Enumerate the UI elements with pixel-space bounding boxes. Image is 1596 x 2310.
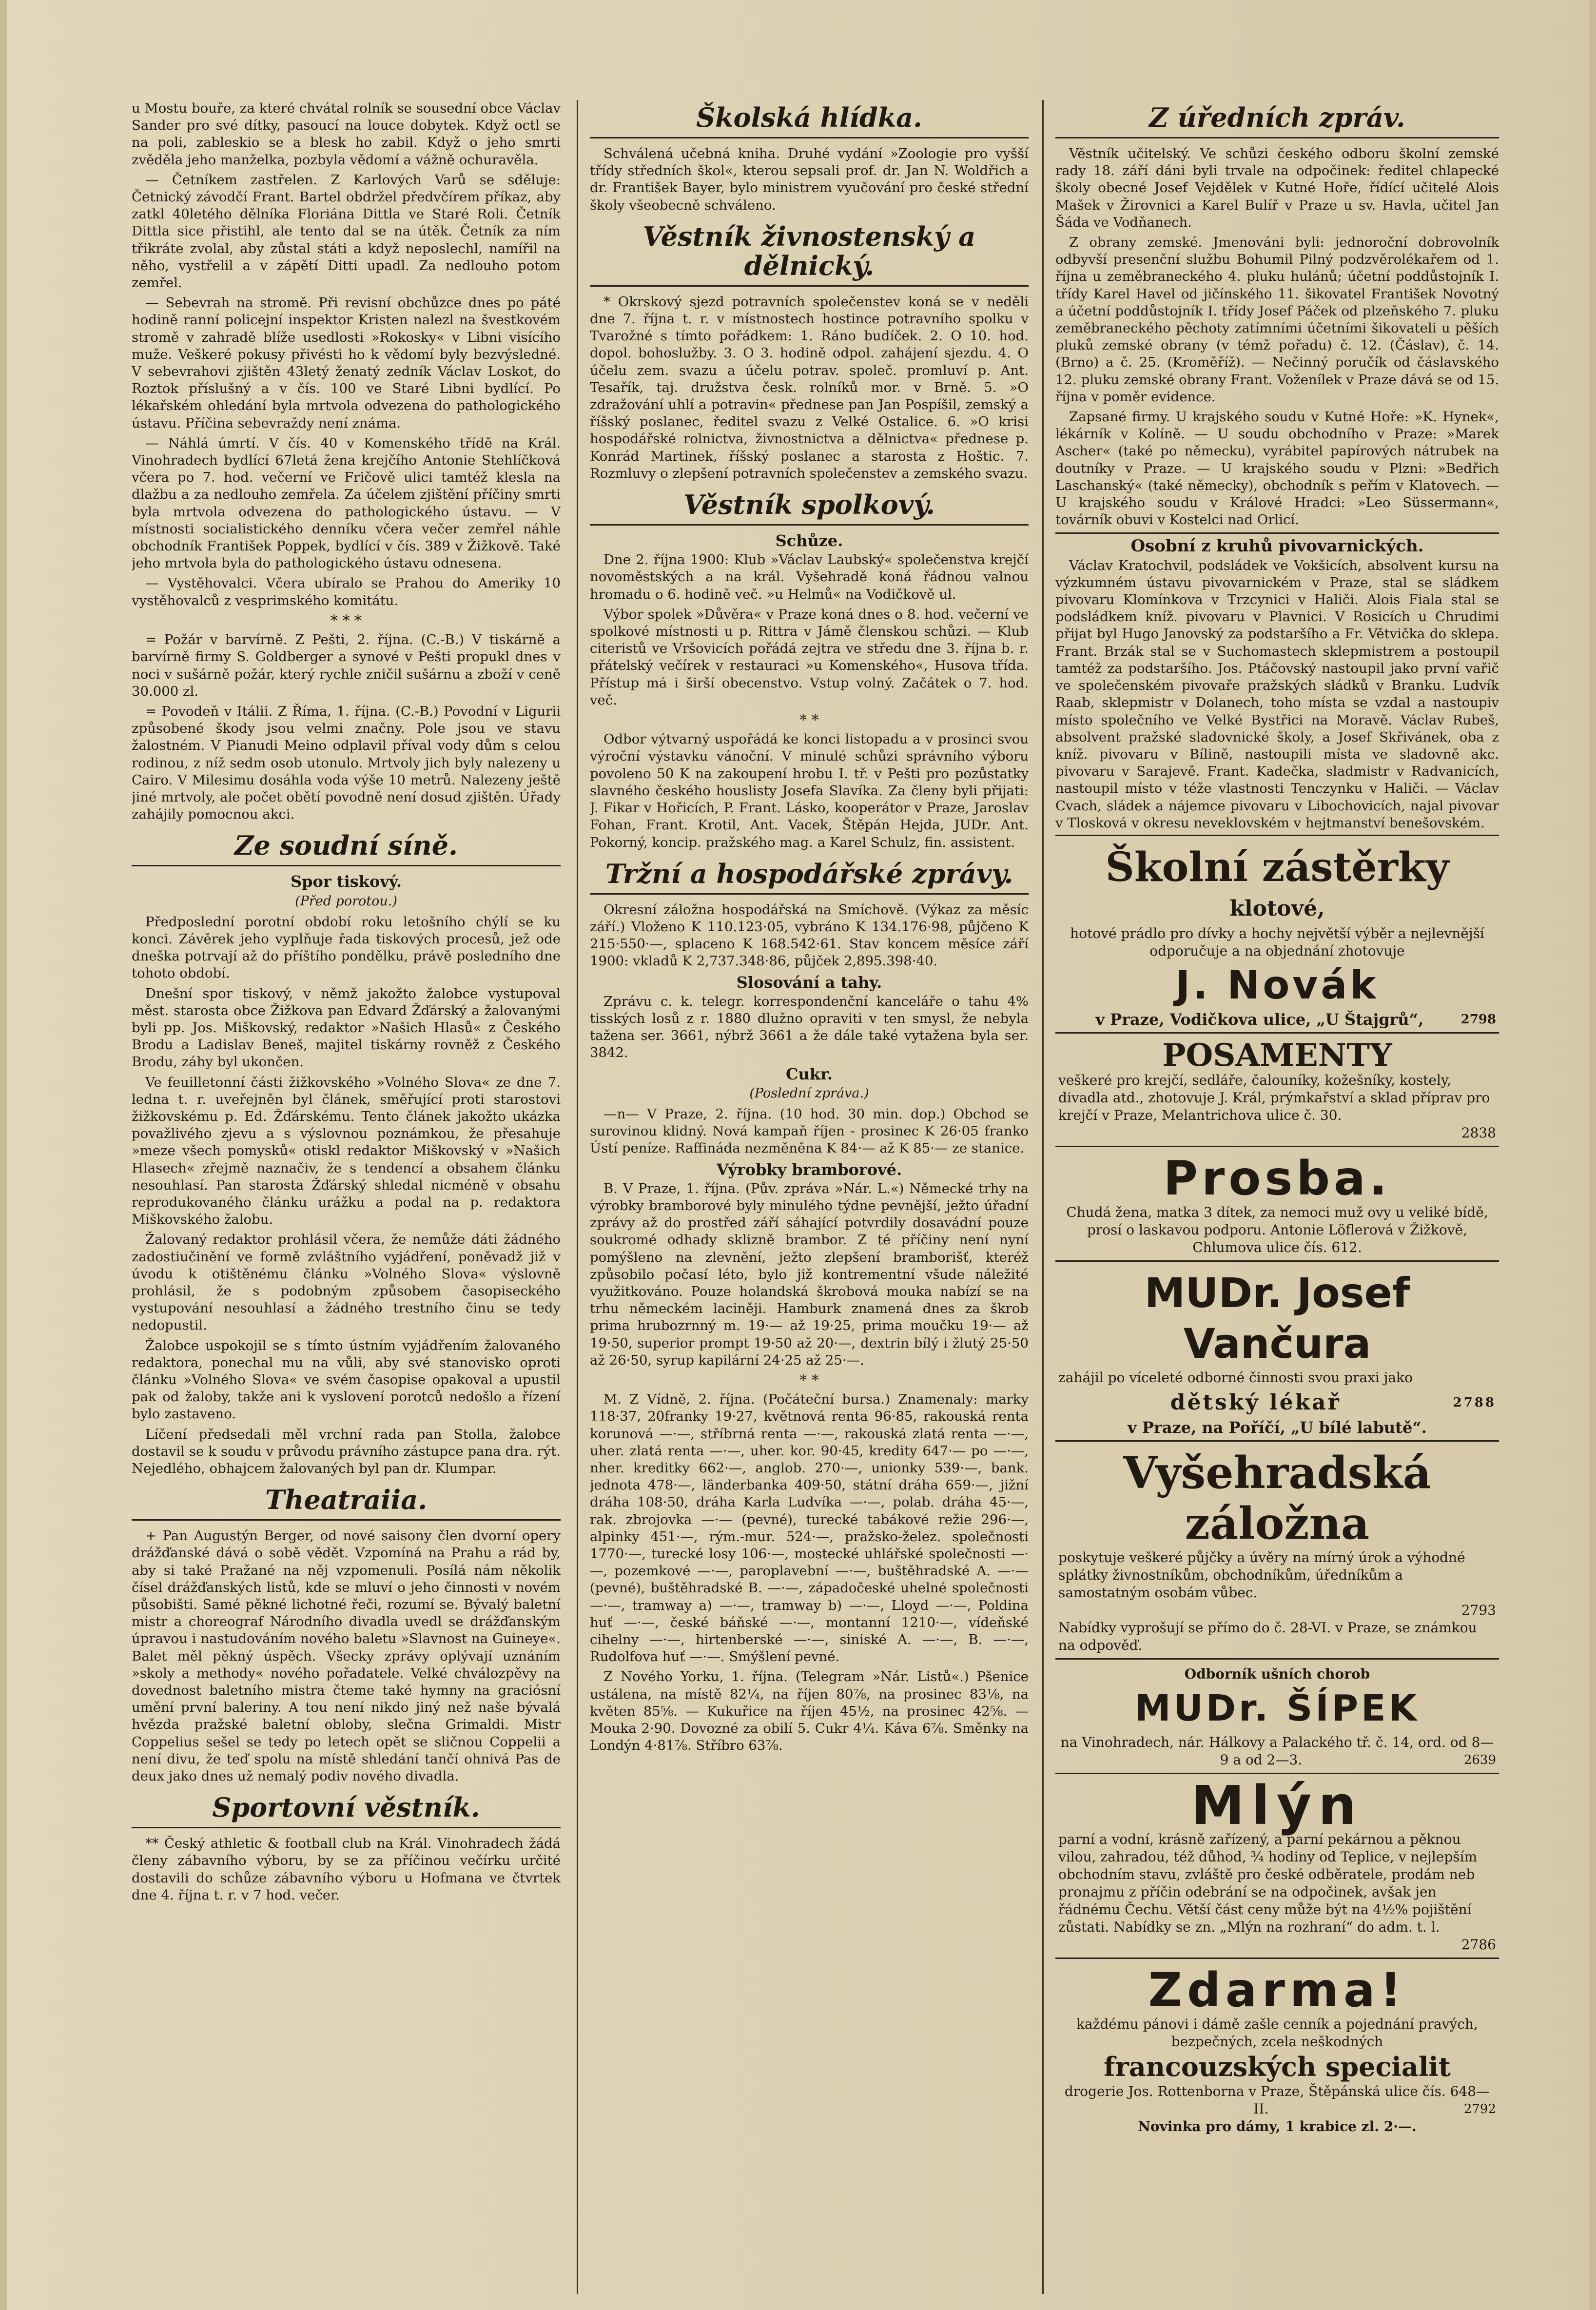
article-text: Předposlední porotní období roku letošního chýlí se ku konci. Závěrek jeho vyplňuje řada tiskových procesů, jež ode dneška potrvají až do příštího pondělku, právě posledního dne tohoto období. — [132, 914, 561, 981]
ad-number: 2786 — [1461, 1936, 1496, 1953]
ad-text: poskytuje veškeré půjčky a úvěry na mírný úrok a výhodné splátky živnostníkům, obchodníkům, úředníkům a samostatným osobám vůbec. — [1058, 1549, 1465, 1601]
page-edge-right — [1589, 0, 1596, 2310]
ad-title: Prosba. — [1163, 1151, 1391, 1206]
article-title: Cukr. — [786, 1064, 833, 1083]
ad-title: MUDr. ŠÍPEK — [1135, 1687, 1420, 1729]
advert-mlyn — [1055, 1773, 1499, 1958]
advert-posamenty — [1055, 1032, 1499, 1146]
article-text: M. Z Vídně, 2. října. (Počáteční bursa.) Znamenaly: marky 118·37, 20franky 19·27, květnová renta 96·85, rakouská renta korunová —·—, stříbrná renta —·—, rakouská zlatá renta —·—, uher. zlatá renta —·—, uher. kor. 90·45, kredity 647·— po —·—, nher. kreditky 662·—, anglob. 270·—, unionky 539·—, bank. jednota 478·—, länderbanka 409·50, státní dráha 659·—, jižní dráha 108·50, dráha Karla Ludvíka —·—, polab. dráha 45·—, rak. zbrojovka —·— (pevné), turecké tabákové režie 296·—, alpinky 451·—, rým.-mur. 524·—, pražsko-želez. společnosti 1770·—, turecké losy 106·—, mostecké uhlářské společnosti —·—, pozemkové —·—, paroplavební —·—, buštěhradské A. —·— (pevné), buštěhradské B. —·—, západočeské uhelné společnosti —·—, tramway a) —·—, tramway b) —·—, Lloyd —·—, Poldina huť —·—, české báňské —·—, montanní 1210·—, vídeňské cihelny —·—, hirtenberské —·—, siniské A. —·—, B. —·—, Rudolfova huť —·—. Smýšlení pevné. — [590, 1391, 1029, 1665]
column-rule — [1042, 100, 1044, 2294]
ad-highlight: francouzských specialit — [1104, 2051, 1451, 2082]
article-text: Okresní záložna hospodářská na Smíchově. (Výkaz za měsíc září.) Vloženo K 110.123·05, vybráno K 134.176·98, půjčeno K 215·550·—, splaceno K 168.542·61. Stav koncem měsíce září 1900: vkladů K 2,737.348·86, půjček 2,895.398·40. — [590, 901, 1029, 969]
article-text: —n— V Praze, 2. října. (10 hod. 30 min. dop.) Obchod se surovinou klidný. Nová kampaň říjen - prosinec K 26·05 franko Ústí peníze. Raffináda nezměněna K 84·— až K 85·— ze stanice. — [590, 1106, 1029, 1156]
section-heading: Věstník spolkový. — [590, 487, 1029, 526]
article-text: * Okrskový sjezd potravních společenstev koná se v neděli dne 7. října t. r. v místnostech hostince potravního spolku v Tvarožné s tímto pořádkem: 1. Ráno budíček. 2. O 10. hod. dopol. bohoslužby. 3. O 3. hodině odpol. zahájení sjezdu. 4. O účelu zem. svazu a účelu potrav. společ. promluví p. Ant. Tesařík, taj. družstva česk. rolníků mor. v Brně. 5. »O zdražování uhlí a potravin« přednese pan Jan Pospíšil, zemský a říšský poslanec, ředitel svazu z Velké Ostalice. 6. »O krisi hospodářské rolnictva, živnostnictva a dělnictva« přednese p. Konrád Martinek, říšský poslanec a starosta z Hoštic. 7. Rozmluvy o zlepšení potravních společenstev a zemského svazu. — [590, 294, 1029, 481]
section-heading: Věstník živnostenský a dělnický. — [590, 219, 1029, 287]
article-text: — Náhlá úmrtí. V čís. 40 v Komenského třídě na Král. Vinohradech bydlící 67letá žena krejčího Antonie Stehlíčková včera po 7. hod. večerní ve Fričově ulici tamtéž klesla na dlažbu a za nedlouho zemřela. Za účelem zjištění příčiny smrti byla mrtvola odvezena do pathologického ústavu. — V místnosti socialistického denníku včera večer zemřel náhle obchodník František Poppek, bydlící v čís. 389 v Žižkově. Také jeho mrtvola byla do pathologického ústavu odnesena. — [132, 435, 561, 571]
advert-prosba — [1055, 1146, 1499, 1260]
article-text: B. V Praze, 1. října. (Pův. zpráva »Nár. L.«) Německé trhy na výrobky bramborové byly minulého týdne pevnější, ježto úřadní zprávy až do prostřed září sáhající potvrdily dosavádní pouze soukromé odhady sklizně brambor. Z té příčiny není nyní pomýšleno na zlevnění, ježto zlepšení bramborišť, kteréž způsobilo počasí léto, bylo již kontrementní všude náležité využitkováno. Pouze holandská škrobová mouka nabízí se na trhu německém laciněji. Hamburk znamená dnes za škrob prima hrubozrnný m. 19·— až 19·25, prima moučku 19·— až 19·50, superior prompt 19·50 až 20·—, dextrin bílý i žlutý 25·50 až 26·50, syrup kapilární 24·25 až 25·—. — [590, 1180, 1029, 1368]
article-text: Žalovaný redaktor prohlásil včera, že nemůže dáti žádného zadostiučinění ve formě zvláštního vyjádření, poněvadž již v úvodu k otištěnému článku »Volného Slova« výslovně prohlásil, že s podobným způsobem časopiseckého vystupování nesouhlasí a žádného trestního činu se tedy nedopustil. — [132, 1232, 561, 1333]
article-text: Ve feuilletonní části žižkovského »Volného Slova« ze dne 7. ledna t. r. uveřejněn byl článek, směřující proti starostovi žižkovskému p. Ed. Žďárskému. Tento článek jakožto ukázka považlivého zjevu a s výslovnou poznámkou, že přesahuje »meze všech pomysků« otiskl redaktor Miškovský v »Našich Hlasech« zřejmě naznačiv, že s tendencí a obsahem článku nesouhlasí. Pan starosta Žďárský shledal nicméně v obsahu reprodukovaného článku urážku a podal na p. redaktora Miškovského žalobu. — [132, 1074, 561, 1228]
ad-subtitle: klotové, — [1229, 896, 1325, 921]
article-text: Zapsané firmy. U krajského soudu v Kutné Hoře: »K. Hynek«, lékárník v Kolíně. — U soudu obchodního v Praze: »Marek Ascher« (také po německu), vyrábitel papírových nátrubek na doutníky v Praze. — U krajského soudu v Plzni: »Bedřich Laschanský« (také německy), obchodník s peřím v Klatovech. — U krajského soudu v Králové Hradci: »Leo Süssermann«, továrník obuvi v Kostelci nad Orlicí. — [1055, 409, 1499, 528]
article-text: Věstník učitelský. Ve schůzi českého odboru školní zemské rady 18. září dáni byli trvale na odpočinek: ředitel chlapecké školy obecné Josef Vejdělek v Kutné Hoře, řídící učitelé Alois Mašek v Žirovnici a Karel Bulíř v Praze u sv. Havla, učitel Jan Šáda ve Vodňanech. — [1055, 146, 1499, 230]
article-text: Z obrany zemské. Jmenováni byli: jednoroční dobrovolník odbyvší presenční službu Bohumil Pilný podzvěrolékařem od 1. října u zeměbraneckého 4. pluku hulánů; účetní poddůstojník I. třídy Karel Havel od jičínského 11. šikovatel František Novotný a účetní poddůstojník I. třídy Josef Páček od plzeňského 7. pluku zeměbraneckého pěchoty zatímními účetními šikovateli u pěších pluků zemské obrany (v témž pořadu) č. 12. (Čáslav), č. 14. (Brno) a č. 25. (Kroměříž). — Nečinný poručík od čáslavského 12. pluku zemské obrany Frant. Voženílek v Praze dává se od 15. října v poměr evidence. — [1055, 235, 1499, 405]
advert-skolni-zasterky — [1055, 835, 1499, 1032]
article-text: Z Nového Yorku, 1. října. (Telegram »Nár. Listů«.) Pšenice ustálena, na místě 82¼, na říjen 80⅞, na prosinec 83⅛, na květen 85⅝. — Kukuřice na říjen 45½, na prosinec 42⅝. — Mouka 2·90. Dovozné za obilí 5. Cukr 4¼. Káva 6⅞. Směnky na Londýn 4·81⅞. Stříbro 63⅞. — [590, 1669, 1029, 1754]
ad-text: Chudá žena, matka 3 dítek, za nemoci muž ovy u veliké bídě, prosí o laskavou podporu. Antonie Löflerová v Žižkově, Chlumova ulice čís. 612. — [1066, 1204, 1488, 1255]
column-2 — [590, 100, 1029, 2294]
article-text: Dne 2. října 1900: Klub »Václav Laubský« společenstva krejčí novoměstských a na král. Vyšehradě koná řádnou valnou hromadu o 6. hodině več. »u Helmů« na Vodičkově ul. — [590, 552, 1029, 602]
article-subtitle: (Před porotou.) — [295, 893, 397, 909]
article-title: Schůze. — [775, 531, 843, 550]
ad-number: 2788 — [1453, 1395, 1496, 1410]
ad-title: MUDr. Josef Vančura — [1144, 1269, 1410, 1368]
ad-address: v Praze, na Poříčí, „U bílé labutě“. — [1128, 1418, 1427, 1437]
separator-stars: * * — [799, 1371, 819, 1389]
ad-text: Novinka pro dámy, 1 krabice zl. 2·—. — [1138, 2118, 1417, 2134]
ad-title: Vyšehradská záložna — [1123, 1447, 1431, 1549]
article-text: = Povodeň v Itálii. Z Říma, 1. října. (C.-B.) Povodní v Ligurii způsobené škody jsou velmi značny. Pole jsou ve stavu žalostném. V Pianudi Meino odplavil příval vody dům s celou rodinou, z níž sedm osob utonulo. Mrtvoly jich byly nalezeny u Cairo. V Milesimu dosáhla voda výše 10 metrů. Nalezeny ještě jiné mrtvoly, ale počet obětí povodně není dosud zjištěn. Úřady zahájily pomocnou akci. — [132, 703, 561, 822]
article-text: — Sebevrah na stromě. Při revisní obchůzce dnes po páté hodině ranní policejní inspektor Kristen nalezl na švestkovém stromě v zahradě blíže usedlosti »Rokosky« v Libni visícího muže. Veškeré pokusy přivésti ho k vědomí byly bezvýsledné. V sebevrahovi zjištěn 43letý ženatý zedník Václav Loskot, do Roztok příslušný a v čís. 100 ve Staré Libni bydlící. Po lékařském ohledání byla mrtvola odvezena do pathologického ústavu. Příčina sebevraždy není známa. — [132, 295, 561, 431]
ad-text: drogerie Jos. Rottenborna v Praze, Štěpánská ulice čís. 648—II. 2792 — [1064, 2083, 1496, 2117]
section-heading: Ze soudní síně. — [132, 828, 561, 866]
section-heading: Tržní a hospodářské zprávy. — [590, 856, 1029, 895]
ad-number: 2793 — [1461, 1602, 1496, 1618]
ad-title: POSAMENTY — [1162, 1037, 1392, 1074]
section-heading: Sportovní věstník. — [132, 1790, 561, 1828]
advert-vysehradska-zalozna — [1055, 1440, 1499, 1658]
page-edge-left — [0, 0, 7, 2310]
section-heading: Theatraiia. — [132, 1482, 561, 1521]
article-text: + Pan Augustýn Berger, od nové saisony člen dvorní opery drážďanské dává o sobě vědět. Vzpomíná na Prahu a rád by, aby si také Pražané na něj vzpomenuli. Posílá nám několik čísel drážďanských listů, kde se mluví o jeho činnosti v novém působišti. Samé pěkné lichotné řeči, rozumí se. Bývalý baletní mistr a choreograf Národního divadla uvedl se drážďanským úpravou i nastudováním nového baletu »Slavnost na Guineye«. Balet měl pěkný úspěch. Všecky zprávy oplývají uznáním »skoly a methody« nového pořadatele. Velké chválozpěvy na dovednost baletního mistra čteme také hymny na graciósní umění první baleriny. A tou není nikdo jiný než naše bývalá hvězda pražské baletní obloby, slečna Grimaldi. Mistr Coppelius sešel se tedy po letech opět se sličnou Coppelii a není divu, že teď spolu na místě shledání tančí ohnivá Pas de deux jako dnes už nemalý podiv nového divadla. — [132, 1528, 561, 1784]
ad-address: v Praze, Vodičkova ulice, „U Štajgrů“, 2798 — [1095, 1010, 1496, 1029]
article-text: Schválená učebná kniha. Druhé vydání »Zoologie pro vyšší třídy středních škol«, kterou sepsali prof. dr. Jan N. Woldřich a dr. František Bayer, bylo ministrem vyučování pro české střední školy všeobecně schváleno. — [590, 146, 1029, 213]
advert-mudr-vancura — [1055, 1260, 1499, 1440]
ad-subtitle: dětský lékař 2788 — [1058, 1387, 1496, 1419]
ad-text: každému pánovi i dámě zašle cenník a pojednání pravých, bezpečných, zcela neškodných — [1076, 2016, 1478, 2050]
article-text: ** Český athletic & football club na Král. Vinohradech žádá členy zábavního výboru, by se za příčinou večírku určité dostavili do schůze zábavního výboru u Hofmana ve čtvrtek dne 4. října t. r. v 7 hod. večer. — [132, 1836, 561, 1903]
ad-text: Nabídky vyprošují se přímo do č. 28-VI. v Praze, se známkou na odpověď. — [1058, 1619, 1477, 1653]
ad-text: hotové prádlo pro dívky a hochy největší výběr a nejlevnější odporučuje a na objednání zhotovuje — [1070, 925, 1484, 959]
article-title: Spor tiskový. — [291, 872, 402, 891]
article-text: — Četníkem zastřelen. Z Karlových Varů se sděluje: Četnický závodčí Frant. Bartel obdržel předvčírem příkaz, aby zatkl 40letého dělníka Floriána Dittla ve Staré Roli. Četník Dittla sice přistihl, ale tento dal se na útěk. Četník za ním třikráte zvolal, aby zůstal státi a když neposlechl, namířil na něho, vystřelil a v zápětí Ditti upadl. Za nedlouho potom zemřel. — [132, 172, 561, 291]
column-1 — [132, 100, 561, 2294]
article-text: Výbor spolek »Důvěra« v Praze koná dnes o 8. hod. večerní ve spolkové místnosti u p. Rittra v Jámě členskou schůzi. — Klub citeristů ve Vršovicích pořádá zejtra ve středu dne 3. října b. r. přátelský večírek v restauraci »u Komenského«, Husova třída. Přístup má i širší obecenstvo. Vstup volný. Začátek o 7. hod. več. — [590, 606, 1029, 708]
article-title: Slosování a tahy. — [736, 973, 882, 992]
ad-text: parní a vodní, krásně zařízený, a parní pekárnou a pěknou vilou, zahradou, též důhod, ¾ hodiny od Teplice, v nejlepším obchodním stavu, zvláště pro české odběratele, prodám neb pronajmu z příčin odebrání se na odpočinek, avšak jen řádnému Čechu. Větší část ceny může být na 4½% pojištění zůstati. Nabídky se zn. „Mlýn na rozhraní“ do adm. t. l. — [1058, 1831, 1478, 1935]
article-title: Výrobky bramborové. — [716, 1160, 902, 1179]
ad-number: 2639 — [1463, 1752, 1496, 1767]
article-text: Odbor výtvarný uspořádá ke konci listopadu a v prosinci svou výroční výstavku vánoční. V minulé schůzi správního výboru povoleno 50 K na zakoupení hrobu I. tř. v Pešti pro pozůstatky slavného českého houslisty Josefa Slavíka. Za členy byli přijati: J. Fikar v Hořicích, P. Frant. Lásko, kooperátor v Praze, Jaroslav Fohan, Frant. Krotil, Ant. Vacek, Štěpán Hejda, JUDr. Ant. Pokorný, koncip. pražského mag. a Karel Schulz, fin. assistent. — [590, 731, 1029, 850]
separator-stars: * * — [799, 712, 819, 729]
advert-mudr-sipek — [1055, 1658, 1499, 1773]
separator-stars: * * * — [330, 612, 362, 629]
ad-number: 2792 — [1463, 2101, 1496, 2116]
article-text: Václav Kratochvil, podsládek ve Vokšicích, absolvent kursu na výzkumném ústavu pivovarnickém v Praze, stal se sládkem pivovaru Klomínkova v Trzcynici v Haliči. Alois Fiala stal se podsládkem kníž. pivovaru v Plavnici. V Rosicích u Chrudimi přijat byl Hugo Janovský za podstaršího a Fr. Větvička do sklepa. Frant. Brzák stal se v Suchomastech sklepmistrem a postoupil tamtéž za podstaršího. Jos. Ptáčovský nastoupil jako první vařič ve společenském pivovaře pražských sládků v Branku. Ludvík Raab, sklepmistr v Dolanech, toho místa se vzdal a nastoupiv místo společního ve Velké Bystřici na Moravě. Václav Rubeš, absolvent pražské sladovnické školy, a Josef Skřivánek, oba z kníž. pivovaru v Bílině, nastoupili místa ve sladovně akc. pivovaru v Sarajevě. Frant. Kadečka, sladmistr v Radvanicích, nastoupil místo v téže vlastnosti Tenczynku v Haliči. — Václav Cvach, sládek a nájemce pivovaru v Libochovicích, najal pivovar v Tlosková v okresu neveklovském v hejtmanství benešovském. — [1055, 557, 1499, 831]
advert-zdarma — [1055, 1958, 1499, 2139]
ad-title: Školní zástěrky — [1105, 843, 1449, 891]
column-3 — [1055, 100, 1499, 2294]
article-text: — Vystěhovalci. Včera ubíralo se Prahou do Ameriky 10 vystěhovalců z vesprimského komitátu. — [132, 575, 561, 608]
ad-text: zahájil po víceleté odborné činnosti svou praxi jako — [1058, 1369, 1413, 1386]
article-text: Dnešní spor tiskový, v němž jakožto žalobce vystupoval měst. starosta obce Žižkova pan Edvard Žďárský a žalovanými byli pp. Jos. Miškovský, redaktor »Našich Hlasů« z Českého Brodu a Ladislav Beneš, majitel tiskárny rovněž z Českého Brodu, záhy byl ukončen. — [132, 985, 561, 1070]
section-heading: Z úředních zpráv. — [1055, 100, 1499, 138]
article-text: Žalobce uspokojil se s tímto ústním vyjádřením žalovaného redaktora, ponechal mu na vůli, aby své stanovisko oproti článku »Volného Slova« ve svém časopise opakoval a upustil pak od žaloby, takže ani k vyslovení porotců nedošlo a řízení bylo zastaveno. — [132, 1337, 561, 1422]
ad-text: veškeré pro krejčí, sedláře, čalouníky, kožešníky, kostely, divadla atd., zhotovuje J. Král, prýmkařství a sklad příprav pro krejčí v Praze, Melantrichova ulice č. 30. — [1058, 1072, 1490, 1123]
ad-name: J. Novák — [1175, 962, 1379, 1008]
ad-heading: Odborník ušních chorob — [1184, 1665, 1370, 1682]
ad-number: 2838 — [1461, 1124, 1496, 1141]
section-heading: Školská hlídka. — [590, 100, 1029, 138]
article-text: = Požár v barvírně. Z Pešti, 2. října. (C.-B.) V tiskárně a barvírně firmy S. Goldberger a synové v Pešti propukl dnes v noci v sušárně požár, který rychle zničil sušárnu a zboží v ceně 30.000 zl. — [132, 632, 561, 699]
article-text: Zprávu c. k. telegr. korrespondenční kanceláře o tahu 4% tisských losů z r. 1880 dlužno opraviti v ten smysl, že nebyla tažena ser. 3661, nýbrž 3661 a že dále také vytažena byla ser. 3842. — [590, 993, 1029, 1061]
ad-number: 2798 — [1460, 1012, 1496, 1027]
ad-title: Mlýn — [1191, 1774, 1363, 1837]
article-subtitle: (Poslední zpráva.) — [749, 1085, 869, 1101]
article-text: u Mostu bouře, za které chvátal rolník se sousední obce Václav Sander pro své dítky, pasoucí na louce dobytek. Když octl se na poli, zableskio se a blesk ho zabil. Když o jeho smrti zvěděla jeho manželka, pozbyla vědomí a vážně ochuravěla. — [132, 100, 561, 168]
section-heading: Osobní z kruhů pivovarnických. — [1055, 532, 1499, 555]
ad-text: na Vinohradech, nár. Hálkovy a Palackého tř. č. 14, ord. od 8—9 a od 2—3. 2639 — [1060, 1734, 1496, 1768]
ad-title: Zdarma! — [1148, 1962, 1406, 2017]
column-rule — [577, 100, 578, 2294]
article-text: Líčení předsedali měl vrchní rada pan Stolla, žalobce dostavil se k soudu v průvodu právního zástupce pana dra. rýt. Nejedlého, obhajcem žalovaných byl pan dr. Klumpar. — [132, 1426, 561, 1477]
